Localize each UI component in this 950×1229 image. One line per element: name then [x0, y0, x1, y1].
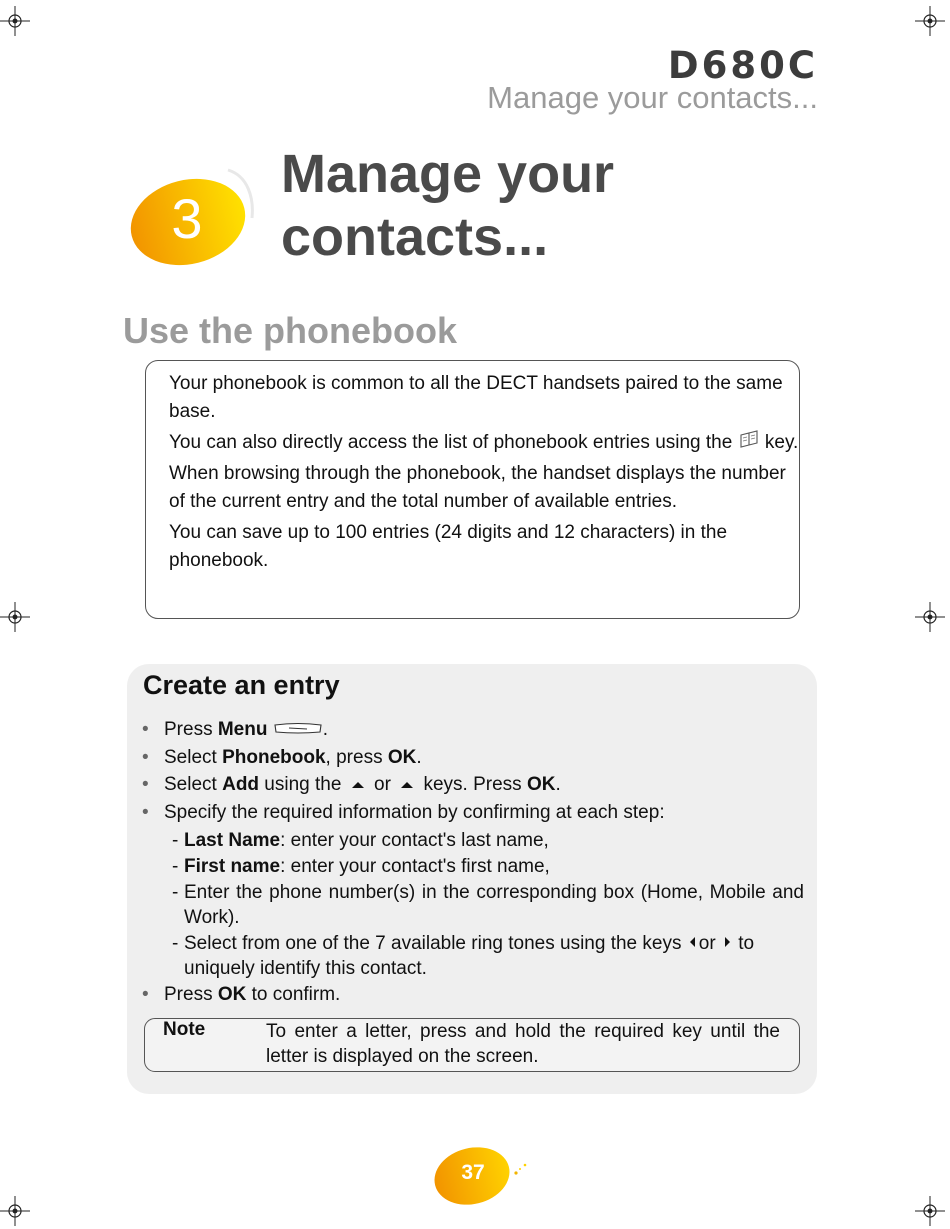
registration-mark-bottom-left: [0, 1196, 30, 1226]
step-punct: .: [416, 746, 422, 768]
step-text: Press: [164, 984, 218, 1006]
note-text: To enter a letter, press and hold the required key until the letter is displayed on the screen.: [266, 1021, 780, 1067]
step-select-add: [142, 772, 804, 797]
info-paragraph-3: When browsing through the phonebook, the handset displays the number of the current entry and the total number of available entries.: [169, 463, 786, 513]
ok-label: OK: [387, 746, 417, 768]
step-text: , press: [325, 746, 388, 768]
menu-label: Menu: [217, 719, 268, 740]
step-text: or: [374, 774, 391, 796]
softkey-icon: [273, 717, 323, 742]
ok-label: OK: [217, 984, 247, 1006]
page-number: 37: [461, 1161, 485, 1184]
info-paragraph-2-key: key.: [764, 432, 799, 454]
step-select-phonebook: [142, 745, 804, 770]
substep-text: Select from one of the 7 available ring tones using the keys: [184, 932, 682, 954]
step-punct: .: [322, 719, 329, 740]
info-paragraph-2: [169, 429, 799, 457]
substep-text: to uniquely identify this contact.: [184, 932, 755, 980]
step-text: to confirm.: [246, 984, 341, 1006]
info-paragraph-4: You can save up to 100 entries (24 digits and 12 characters) in the phonebook.: [169, 522, 728, 572]
step-text: Select: [164, 774, 223, 796]
substep-phone-numbers: [142, 880, 804, 930]
info-paragraph-2-text: You can also directly access the list of phonebook entries using the: [169, 432, 733, 454]
step-text: using the: [259, 774, 342, 796]
create-entry-steps: [142, 717, 804, 1010]
step-text: Specify the required information by confirming at each step:: [164, 802, 665, 824]
bullet: •: [142, 984, 149, 1006]
dash: -: [172, 855, 179, 877]
step-text: keys. Press: [423, 774, 527, 796]
bullet: •: [142, 719, 149, 740]
bullet: •: [142, 802, 149, 824]
first-name-label: First name: [184, 855, 281, 877]
dash: -: [172, 932, 179, 954]
phonebook-book-icon: [738, 429, 760, 457]
substep-first-name: [142, 854, 804, 879]
step-press-menu: [142, 717, 804, 742]
step-specify-info: [142, 800, 804, 825]
registration-mark-top-left: [0, 6, 30, 36]
ok-label: OK: [526, 774, 556, 796]
chapter-title-line-1: Manage your: [281, 144, 615, 204]
registration-mark-top-right: [915, 6, 945, 36]
step-text: Press: [164, 719, 218, 740]
note-label: Note: [163, 1019, 206, 1040]
right-arrow-icon: [721, 931, 733, 956]
substep-text: : enter your contact's first name,: [280, 855, 550, 877]
substep-text: Enter the phone number(s) in the corresponding box (Home, Mobile and Work).: [184, 881, 804, 928]
bullet: •: [142, 774, 149, 796]
registration-mark-bottom-right: [915, 1196, 945, 1226]
registration-mark-mid-right: [915, 602, 945, 632]
dash: -: [172, 881, 179, 903]
running-header-title: Manage your contacts...: [487, 80, 818, 115]
phonebook-label: Phonebook: [222, 746, 326, 768]
up-arrow-icon: [396, 773, 418, 798]
dash: -: [172, 829, 179, 851]
info-paragraph-1: Your phonebook is common to all the DECT handsets paired to the same base.: [169, 373, 783, 422]
chapter-title-line-2: contacts...: [281, 207, 549, 267]
create-entry-title: Create an entry: [143, 670, 340, 700]
substep-ring-tone: [142, 931, 804, 981]
up-arrow-icon: [347, 773, 369, 798]
left-arrow-icon: [687, 931, 699, 956]
add-label: Add: [222, 774, 260, 796]
substep-last-name: [142, 828, 804, 853]
section-title: Use the phonebook: [123, 310, 458, 351]
substep-text: : enter your contact's last name,: [280, 829, 549, 851]
sparkle-icon: [513, 1162, 531, 1176]
product-brand: D680C: [667, 44, 818, 87]
registration-mark-mid-left: [0, 602, 30, 632]
substep-text: or: [698, 932, 716, 954]
phonebook-info-box: [145, 360, 800, 619]
bullet: •: [142, 746, 149, 768]
step-press-ok: [142, 982, 804, 1007]
chapter-number: 3: [171, 187, 203, 250]
last-name-label: Last Name: [184, 829, 281, 851]
step-text: Select: [164, 746, 223, 768]
chapter-title: [281, 143, 614, 269]
step-punct: .: [555, 774, 561, 796]
